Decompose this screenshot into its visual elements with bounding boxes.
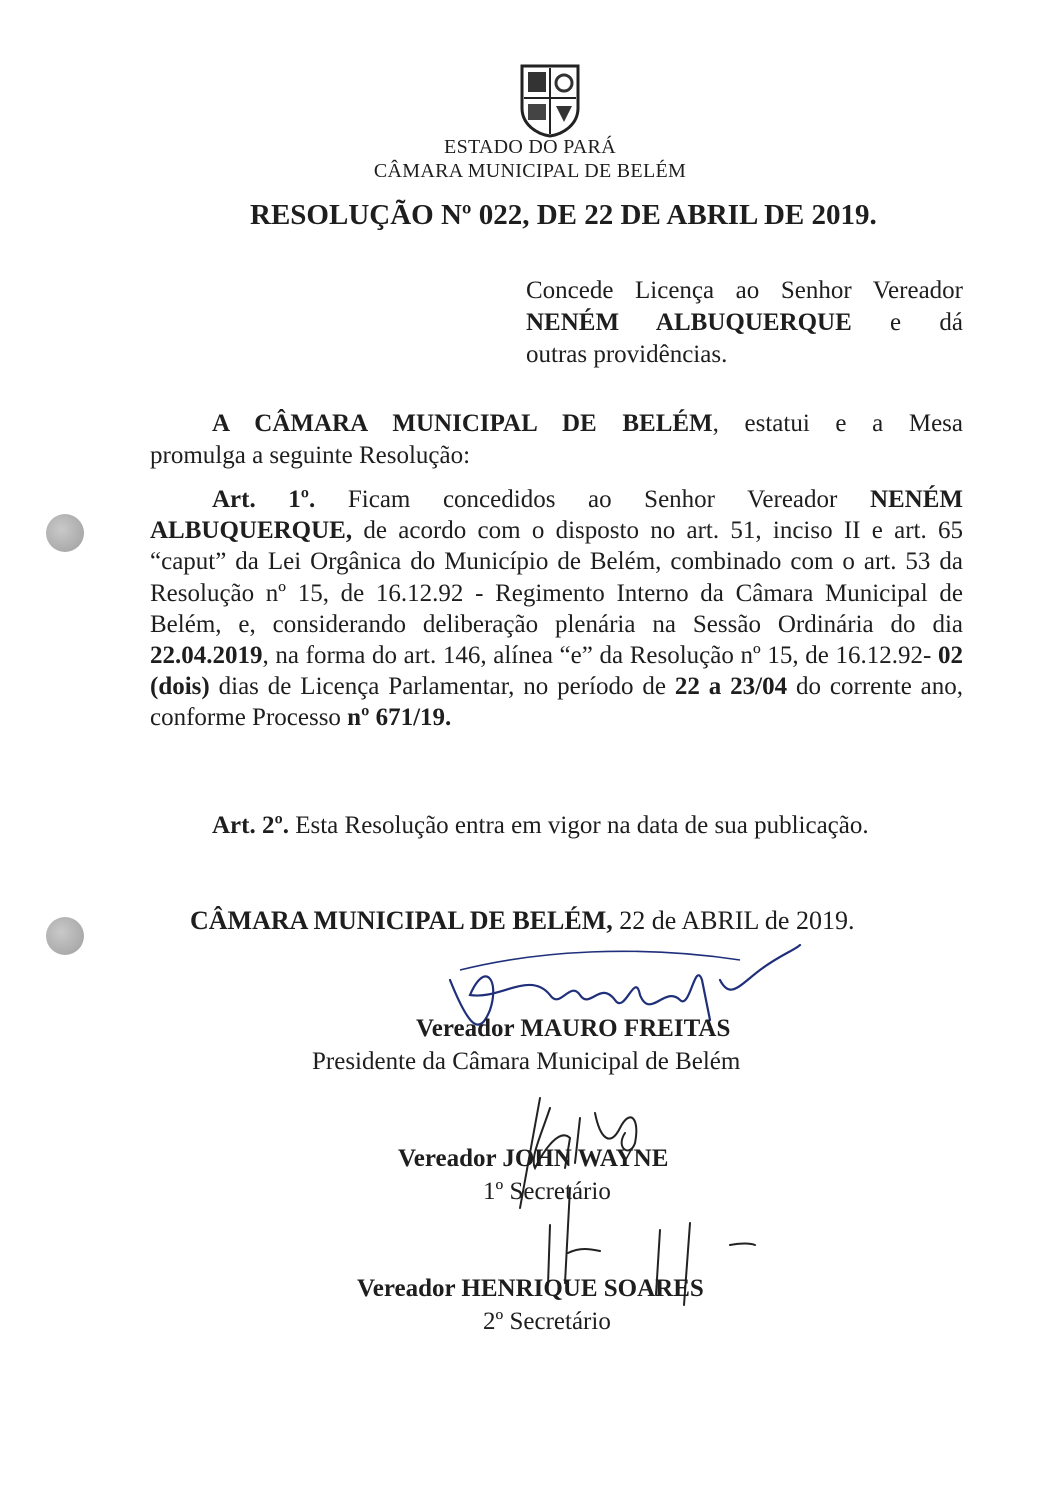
- signature-1-name: Vereador MAURO FREITAS: [416, 1015, 731, 1042]
- article-1-text-5: do corrente ano, conforme Processo: [150, 673, 964, 732]
- article-1-period: 22 a 23/04: [674, 673, 788, 701]
- ementa-line-2: [526, 307, 963, 339]
- article-1-text-3: , na forma do art. 146, alínea “e” da Resolução nº 15, de 16.12.92-: [262, 642, 932, 670]
- resolution-title: RESOLUÇÃO Nº 022, DE 22 DE ABRIL DE 2019.: [250, 199, 877, 231]
- council-heading: CÂMARA MUNICIPAL DE BELÉM: [373, 160, 687, 182]
- article-1-text-2: de acordo com o disposto no art. 51, inciso II e art. 65 “caput” da Lei Orgânica do Município de Belém, combinado com o art. 53 da Resolução nº 15, de 16.12.92 - Regimento Interno da Câmara Municipal de Belém, e, considerando deliberação plenária na Sessão Ordinária do dia: [150, 517, 964, 638]
- article-1-label: Art. 1º.: [212, 486, 316, 513]
- closing-line: [190, 906, 854, 936]
- preamble-text-1: , estatui e a Mesa: [712, 410, 963, 437]
- signature-2-role: 1º Secretário: [483, 1178, 611, 1205]
- preamble-line-2: promulga a seguinte Resolução:: [150, 442, 471, 469]
- ementa: [526, 275, 963, 371]
- punch-hole-icon: [46, 917, 84, 955]
- closing-date: 22 de ABRIL de 2019.: [619, 906, 855, 935]
- article-2-label: Art. 2º.: [212, 812, 289, 839]
- coat-of-arms-icon: [518, 62, 582, 138]
- preamble-line-1: [150, 408, 963, 440]
- ementa-councilor-name: NENÉM ALBUQUERQUE: [526, 309, 852, 336]
- article-1-process: nº 671/19.: [347, 704, 452, 732]
- article-1-text-4: dias de Licença Parlamentar, no período de: [218, 673, 666, 701]
- state-heading: ESTADO DO PARÁ: [444, 136, 616, 158]
- punch-hole-icon: [46, 514, 84, 552]
- article-1: [150, 484, 963, 734]
- signature-1-role: Presidente da Câmara Municipal de Belém: [312, 1048, 741, 1075]
- signature-2-name: Vereador JOHN WAYNE: [398, 1145, 669, 1172]
- ementa-line-3: outras providências.: [526, 341, 728, 368]
- signature-3-name: Vereador HENRIQUE SOARES: [357, 1275, 704, 1302]
- preamble-council: A CÂMARA MUNICIPAL DE BELÉM: [212, 410, 713, 437]
- article-2-text: Esta Resolução entra em vigor na data de sua publicação.: [295, 812, 869, 839]
- preamble: [150, 408, 963, 472]
- ementa-rest: e dá: [890, 309, 963, 336]
- article-1-councilor-name: NENÉM ALBUQUERQUE,: [150, 486, 963, 545]
- article-1-days: 02 (dois): [150, 642, 963, 701]
- article-2: [150, 810, 963, 842]
- article-1-text-1: Ficam concedidos ao Senhor Vereador: [347, 486, 838, 513]
- ementa-line-1: Concede Licença ao Senhor Vereador: [526, 277, 963, 304]
- article-1-session-date: 22.04.2019: [150, 642, 263, 670]
- closing-council: CÂMARA MUNICIPAL DE BELÉM,: [190, 906, 613, 935]
- signature-3-role: 2º Secretário: [483, 1308, 611, 1335]
